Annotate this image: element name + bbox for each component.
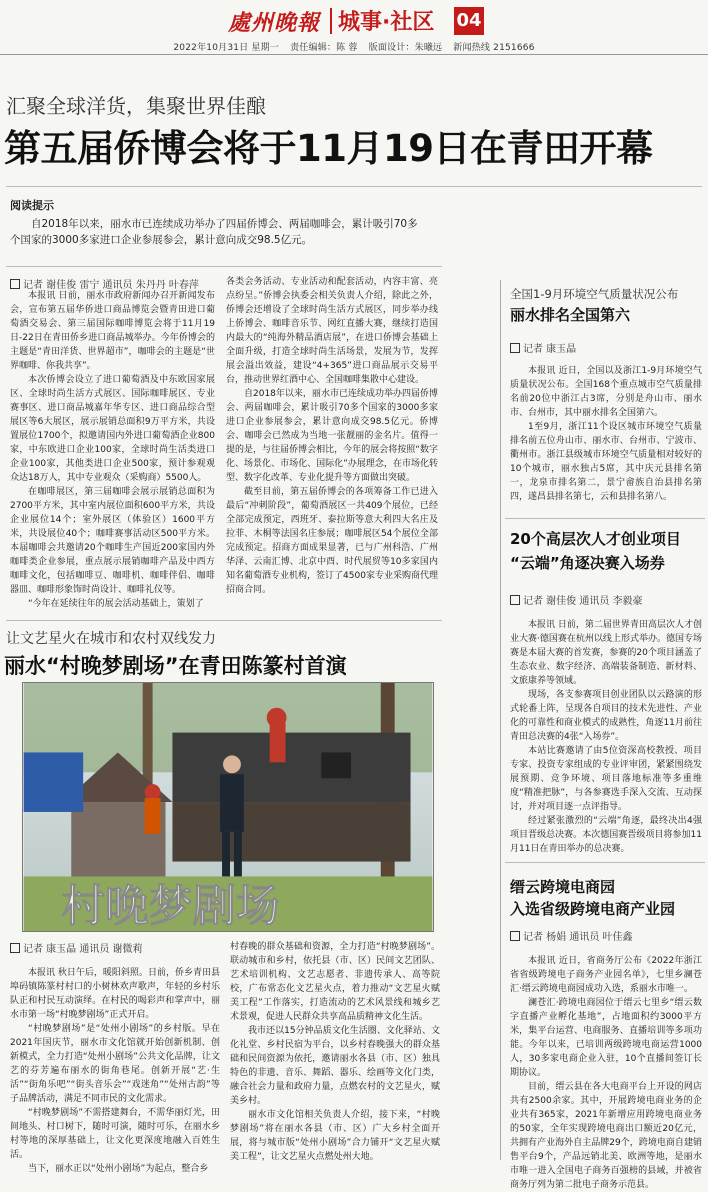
paragraph: 我市还以15分钟品质文化生活圈、文化驿站、文化礼堂、乡村民宿为平台，以乡村春晚强大的群众基础和民间资源为依托，邀请丽水各县（市、区）独具特色的非遗、音乐、舞蹈、器乐、绘画等文化门类，融合社会力量和政府力量，点燃农村的文艺星火，赋美乡村。 (230, 1026, 440, 1106)
photo-speaker (321, 752, 351, 778)
paragraph: 丽水市文化馆相关负责人介绍，接下来，“村晚梦剧场”将在丽水各县（市、区）广大乡村全面开展，将与城市版“处州小剧场”合力铺开“文艺星火赋美工程”，让文艺星火点燃处州大地。 (230, 1110, 440, 1162)
headline-rule (6, 186, 702, 187)
story-rule (505, 862, 705, 863)
air-quality-byline (510, 340, 576, 355)
paragraph: 本次侨博会设立了进口葡萄酒及中东欧国家展区、全球时尚生活方式展区、国际咖啡展区、专业赛事区、进口商品城嘉年华专区、进口商品综合型展区等6大展区，展示展销总面积9万平方米，共设置展位1700个，拟邀请国内外进口葡萄酒企业800家，中东欧进口企业100家，全球时尚生活类进口企业100家，其他类进口企业500家，预计参观观众达18万人，其中专业观众（采购商）5500人。 (10, 375, 215, 483)
photo-red-costume (145, 784, 161, 800)
column-divider (500, 280, 501, 1160)
paragraph: 自2018年以来，丽水市已连续成功举办四届侨博会、两届咖啡会，累计吸引70多个国家的3000多家进口企业参展参会，累计意向成交98.5亿元。侨博会、咖啡会已然成为当地一张靓丽的金名片。值得一提的是，与往届侨博会相比，今年的展会将按照“数字化、场景化、市场化、国际化”办展理念，在市场化转型、数字化改革、专业化提升等方面做出突破。 (226, 389, 438, 483)
ecommerce-headline-line2: 入选省级跨境电商产业园 (510, 900, 676, 918)
paragraph: 本报讯 日前，第二届世界青田高层次人才创业大赛·德国赛在杭州以线上形式举办。德国专场赛是本届大赛的首发赛，参赛的20个项目涵盖了生态农业、数字经济、高端装备制造、新材料、文旅康养等领域。 (510, 620, 702, 686)
photo-performer-leg (222, 832, 230, 877)
responsible-editor: 责任编辑：陈 蓉 (290, 43, 358, 53)
village-theater-photo (22, 682, 434, 932)
photo-sign-text: 村晚梦剧场 (61, 881, 280, 932)
byline-box-icon (510, 595, 520, 605)
lead-headline: 第五届侨博会将于11月19日在青田开幕 (4, 127, 653, 170)
lead-column-2 (226, 275, 438, 597)
photo-blue-tent (24, 752, 84, 812)
air-byline-text: 记者 康玉晶 (523, 344, 577, 355)
paragraph: “村晚梦剧场”是“处州小剧场”的乡村版。早在2021年国庆节，丽水市文化馆就开始创新机制、创新模式，全力打造“处州小剧场”公共文化品牌，让文艺的芬芳遍布丽水的街角巷尾。创新开展“艺·生活”“街角乐吧”“街头音乐会”“戏迷角”“处州古韵”等子品牌活动，满足不同市民的文化需求。 (10, 1024, 220, 1104)
section-rule (6, 620, 442, 621)
paragraph: 各类会务活动、专业活动和配套活动，内容丰富、亮点纷呈。”侨博会执委会相关负责人介绍，除此之外，侨博会还增设了全球时尚生活方式展区，同步举办线上侨博会、咖啡音乐节、网红直播大赛，继续打造国内最大的“纯海外精品酒店展”，在进口侨博会基础上全面升级，打造全球时尚生活场景，发展为节，发挥展会溢出效益，建设“4+365”进口商品展示交易平台，推动世界红酒中心、全国咖啡集散中心建设。 (226, 277, 438, 385)
talent-byline-text: 记者 谢佳俊 通讯员 李毅豪 (523, 596, 643, 607)
drama-headline: 丽水“村晚梦剧场”在青田陈篆村首演 (4, 654, 347, 678)
byline-box-icon (10, 279, 20, 289)
masthead-divider (330, 8, 332, 34)
photo-stage-base (172, 802, 410, 862)
paragraph: 1至9月，浙江11个设区城市环境空气质量排名前五位舟山市、丽水市、台州市、宁波市、衢州市。浙江县级城市环境空气质量相对较好的10个城市，丽水独占5席，其中庆元县排名第一，龙泉市排名第二，景宁畲族自治县排名第四，遂昌县排名第七，云和县排名第八。 (510, 422, 702, 502)
ecommerce-byline-text: 记者 杨娟 通讯员 叶佳鑫 (523, 932, 633, 943)
lead-byline-text: 记者 谢佳俊 雷宁 通讯员 朱丹丹 叶春萍 (23, 280, 199, 291)
talent-byline (510, 592, 643, 607)
paragraph: 经过紧张激烈的“云端”角逐，最终决出4强项目晋级总决赛。本次德国赛晋级项目将参加11月11日在青田举办的总决赛。 (510, 816, 702, 854)
story-rule (505, 518, 705, 519)
ecommerce-body (510, 954, 702, 1192)
paragraph: 本站比赛邀请了由5位资深高校教授、项目专家、投资专家组成的专业评审团，紧紧围绕发展预期、竞争环境、项目落地标准等多重维度“精准把脉”，与各参赛选手深入交流、互动探讨，并对项目逐一点评指导。 (510, 746, 702, 812)
air-quality-headline: 丽水排名全国第六 (510, 306, 631, 324)
paragraph: 在咖啡展区，第三届咖啡会展示展销总面积为2700平方米，其中室内展位面积600平方米，共设企业展位14个；室外展区（体验区）1600平方米，共设展位40个；咖啡赛事活动区500平方米。本届咖啡会共邀请20个咖啡生产国近200家国内外咖啡类企业参展，重点展示展销咖啡产品及中西方咖啡文化，包括咖啡豆、咖啡机、咖啡伴侣、咖啡器皿、咖啡形象饰时尚设计、咖啡礼仪等。 (10, 487, 215, 595)
paragraph: 本报讯 秋日午后，暖阳斜照。日前，侨乡青田县埠码镇陈篆村村口的小树林欢声歌声，年轻的乡村乐队正和村民互动演绎。在村民的喝彩声和掌声中，丽水市第一场“村晚梦剧场”正式开启。 (10, 968, 220, 1020)
paragraph: 村春晚的群众基础和资源，全力打造“村晚梦剧场”。联动城市和乡村，依托县（市、区）民间文艺团队、艺术培训机构、文艺志愿者、非遗传承人、高等院校，广布常态化文艺星火点，着力推动“文艺星火赋美工程”工作落实，打造流动的艺术风景线和城乡艺术景观，促进人民群众共享高品质精神文化生活。 (230, 942, 440, 1022)
dateline (0, 40, 708, 53)
air-quality-body (510, 364, 702, 504)
paragraph: 目前，缙云县在各大电商平台上开设的网店共有2500余家。其中，开展跨境电商业务的企业共有365家，2021年新增应用跨境电商业务的50家，全年实现跨境电商出口额近20亿元，共拥有产业海外自主品牌29个，跨境电商自建销售平台9个，产品远销北美、欧洲等地，是丽水市唯一进入全国电子商务百强榜的县域，并被省商务厅列为第二批电子商务示范县。 (510, 1082, 702, 1190)
paragraph: 本报讯 日前，丽水市政府新闻办召开新闻发布会，宣布第五届华侨进口商品博览会暨青田进口葡萄酒交易会、第三届国际咖啡博览会将于11月19日-22日在青田侨乡进口商品城举办。今年侨博会的主题是“青田洋货、世界超市”，咖啡会的主题是“世界咖啡、你我共享”。 (10, 291, 215, 371)
newspaper-name: 處州晚報 (228, 10, 321, 36)
paragraph: 现场，各支参赛项目创业团队以云路演的形式轮番上阵，呈现各自项目的技术先进性、产业化的可靠性和商业模式的成熟性，角逐11月前往青田总决赛的4张“入场券”。 (510, 690, 702, 742)
photo-red-costume (270, 723, 286, 763)
photo-red-costume (145, 798, 161, 834)
paragraph: “今年在延续往年的展会活动基础上，策划了 (28, 599, 204, 609)
page-number: 04 (454, 7, 484, 35)
layout-designer: 版面设计：朱曦远 (368, 43, 443, 53)
drama-kicker: 让文艺星火在城市和农村双线发力 (6, 631, 216, 647)
paragraph: “村晚梦剧场”不需搭建舞台，不需华丽灯光，田间地头、村口树下，随时可演，随时可乐，在丽水乡村等地的深厚基础上，让文化更深度地融入百姓生活。 (10, 1108, 220, 1160)
drama-column-1 (10, 966, 220, 1176)
photo-performer-leg (234, 832, 242, 877)
photo-stage (172, 733, 410, 802)
drama-column-2 (230, 940, 440, 1164)
byline-box-icon (510, 343, 520, 353)
lead-kicker: 汇聚全球洋货，集聚世界佳酿 (6, 94, 266, 118)
talent-headline-line1: 20个高层次人才创业项目 (510, 530, 681, 548)
lead-column-1 (10, 289, 215, 611)
photo-performer-body (220, 774, 244, 832)
drama-byline (10, 940, 143, 955)
section-name: 城事·社区 (338, 10, 435, 35)
paragraph: 本报讯 近日，省商务厅公布《2022年浙江省省级跨境电子商务产业园名单》，七里乡澜苍汇·缙云跨境电商园成功入选，系丽水市唯一。 (510, 956, 702, 994)
paragraph: 澜苍汇·跨境电商园位于缙云七里乡“缙云数字直播产业孵化基地”，占地面积约3000平方米，集平台运营、电商服务、直播培训等多项功能。今年以来，已培训两级跨境电商运营1000人，30多家电商企业入驻，10个直播间签订长期协议。 (510, 998, 702, 1078)
byline-box-icon (510, 931, 520, 941)
byline-box-icon (10, 943, 20, 953)
ecommerce-byline (510, 928, 633, 943)
air-quality-kicker: 全国1-9月环境空气质量状况公布 (510, 287, 679, 301)
news-hotline: 新闻热线 2151666 (453, 43, 535, 53)
talent-headline-line2: “云端”角逐决赛入场券 (510, 554, 665, 572)
paragraph: 本报讯 近日，全国以及浙江1-9月环境空气质量状况公布。全国168个重点城市空气质量排名前20位中浙江占3席，分别是舟山市、丽水市、台州市，其中丽水排名全国第六。 (510, 366, 702, 418)
reading-tip-text: 自2018年以来，丽水市已连续成功举办了四届侨博会、两届咖啡会，累计吸引70多个国家的3000多家进口企业参展参会，累计意向成交98.5亿元。 (10, 218, 418, 246)
paragraph: 当下，丽水正以“处州小剧场”为起点，整合乡 (28, 1164, 209, 1174)
drama-byline-text: 记者 康玉晶 通讯员 谢微莉 (23, 944, 143, 955)
paragraph: 截至目前，第五届侨博会的各项筹备工作已进入最后“冲刺阶段”，葡萄酒展区一共409个展位，已经全部完成预定，西班牙、泰拉斯等意大利四大名庄及拉菲、木桐等法国名庄参展；咖啡展区54个展位全部完成预定。招商方面成果显著，已与广州科浩、广州华泽、云南汇博、北京中酉、时代展贸等10多家国内知名葡萄酒专业机构，签订了4500家专业采购商代理招商合同。 (226, 487, 438, 595)
reading-tip-label: 阅读提示 (10, 199, 54, 212)
masthead-rule (0, 54, 708, 55)
masthead (0, 0, 708, 56)
photo-performer-head (223, 755, 241, 773)
talent-body (510, 618, 702, 856)
intro-rule (6, 266, 442, 267)
issue-date: 2022年10月31日 星期一 (173, 43, 280, 53)
ecommerce-headline-line1: 缙云跨境电商园 (510, 878, 616, 896)
